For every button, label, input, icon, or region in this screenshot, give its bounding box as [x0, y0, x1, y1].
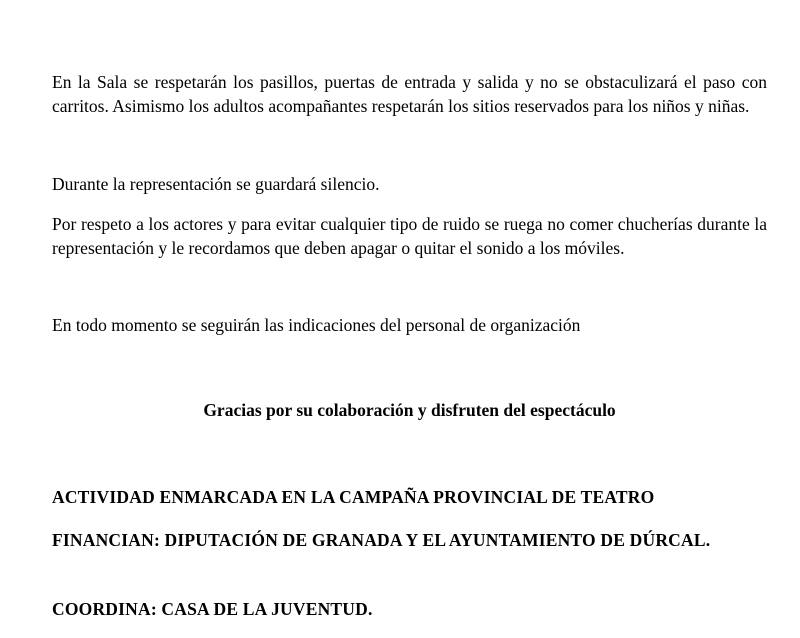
thanks-heading: Gracias por su colaboración y disfruten del espectáculo: [203, 400, 616, 420]
rules-paragraph-staff: En todo momento se seguirán las indicaciones del personal de organización: [52, 315, 581, 335]
funding-statement: FINANCIAN: DIPUTACIÓN DE GRANADA Y EL AYUNTAMIENTO DE DÚRCAL.: [52, 530, 711, 550]
activity-statement: ACTIVIDAD ENMARCADA EN LA CAMPAÑA PROVINCIAL DE TEATRO: [52, 487, 655, 507]
rules-paragraph-noise: Por respeto a los actores y para evitar cualquier tipo de ruido se ruega no comer chucherías durante la representación y le recordamos que deben apagar o quitar el sonido a los móviles.: [52, 214, 767, 258]
rules-paragraph-hallways: En la Sala se respetarán los pasillos, puertas de entrada y salida y no se obstaculizará el paso con carritos. Asimismo los adultos acompañantes respetarán los sitios reservados para los niños y niñas.: [52, 72, 767, 116]
coordination-statement: COORDINA: CASA DE LA JUVENTUD.: [52, 599, 373, 619]
rules-paragraph-silence: Durante la representación se guardará silencio.: [52, 174, 380, 194]
